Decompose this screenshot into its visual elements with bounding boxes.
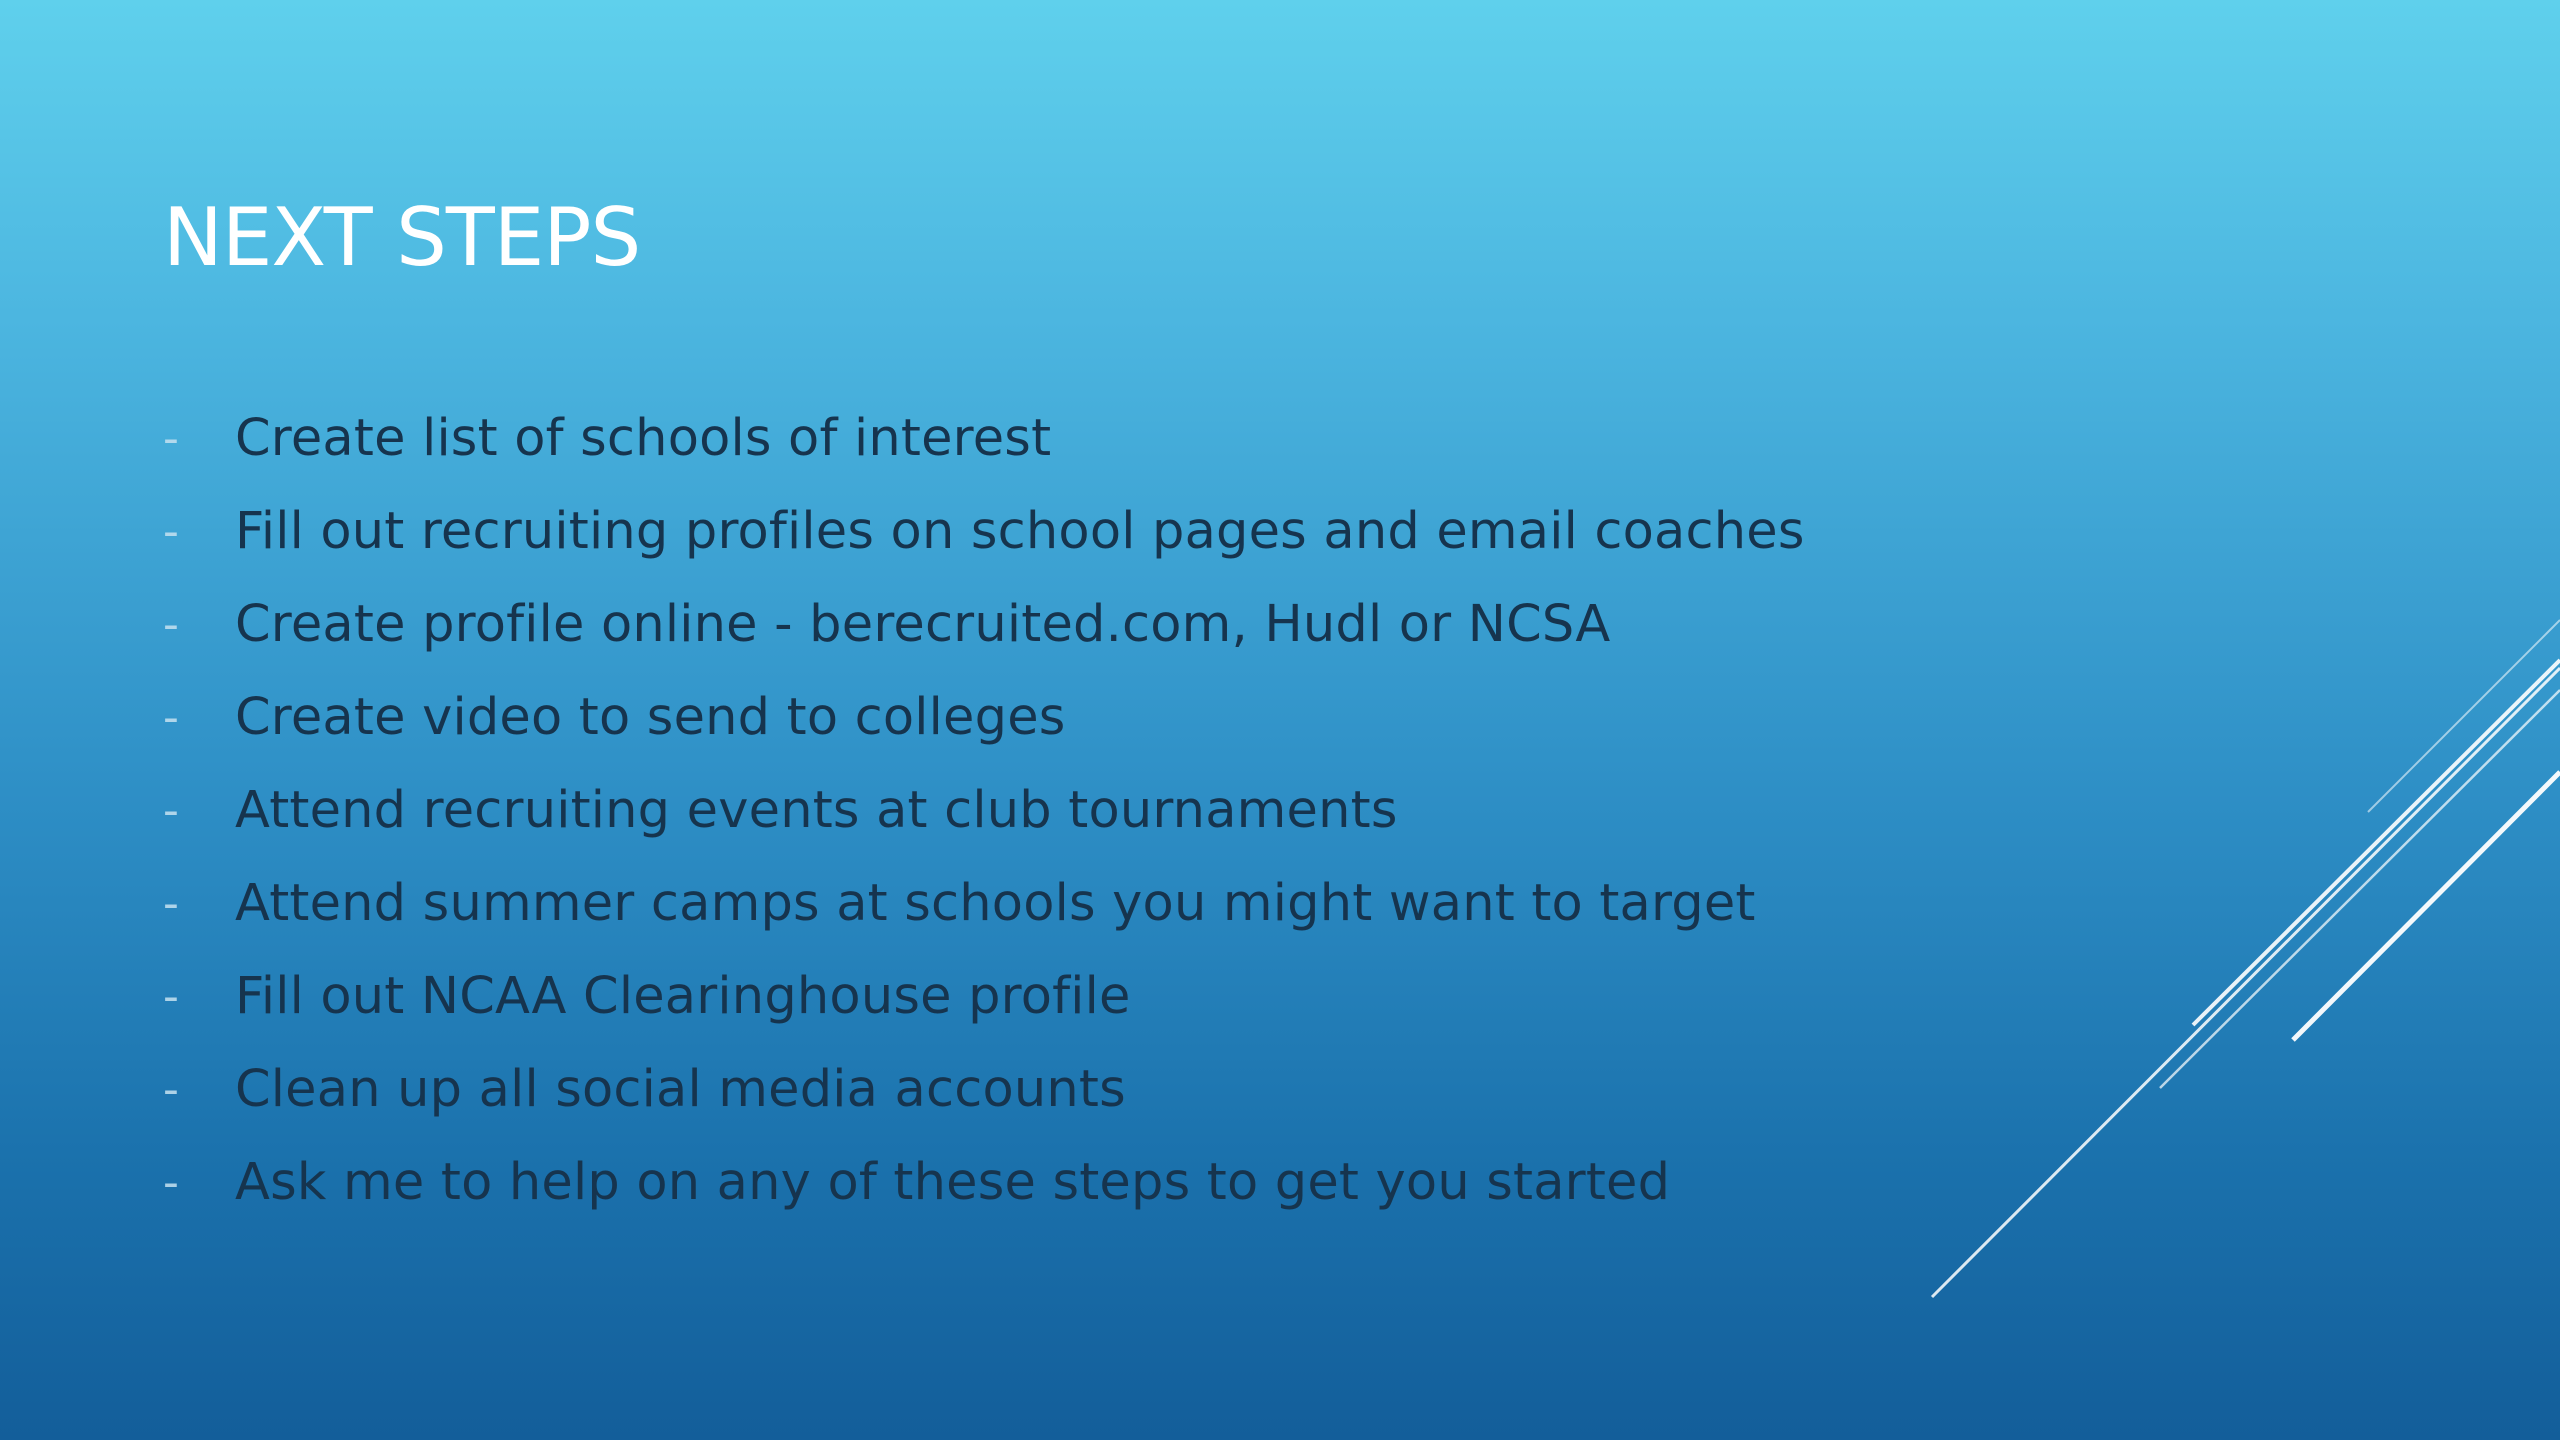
bullet-text: Attend recruiting events at club tournaments [235, 781, 1398, 840]
bullet-text: Create list of schools of interest [235, 409, 1052, 468]
decorative-line [1932, 668, 2560, 1297]
bullet-dash: - [163, 1157, 179, 1208]
bullet-dash: - [163, 785, 179, 836]
bullet-text: Ask me to help on any of these steps to get you started [235, 1153, 1671, 1212]
decorative-line [2160, 690, 2560, 1088]
decorative-line [2293, 772, 2560, 1040]
bullet-dash: - [163, 878, 179, 929]
bullet-dash: - [163, 506, 179, 557]
slide-title: NEXT STEPS [163, 191, 641, 284]
bullet-dash: - [163, 599, 179, 650]
bullet-text: Create video to send to colleges [235, 688, 1066, 747]
bullet-dash: - [163, 971, 179, 1022]
decorative-line [2368, 620, 2560, 812]
decorative-line [2193, 660, 2560, 1025]
bullet-dash: - [163, 413, 179, 464]
bullet-dash: - [163, 692, 179, 743]
bullet-text: Attend summer camps at schools you might want to target [235, 874, 1756, 933]
bullet-text: Fill out recruiting profiles on school pages and email coaches [235, 502, 1805, 561]
bullet-text: Create profile online - berecruited.com, Hudl or NCSA [235, 595, 1611, 654]
bullet-text: Fill out NCAA Clearinghouse profile [235, 967, 1131, 1026]
bullet-dash: - [163, 1064, 179, 1115]
bullet-text: Clean up all social media accounts [235, 1060, 1126, 1119]
